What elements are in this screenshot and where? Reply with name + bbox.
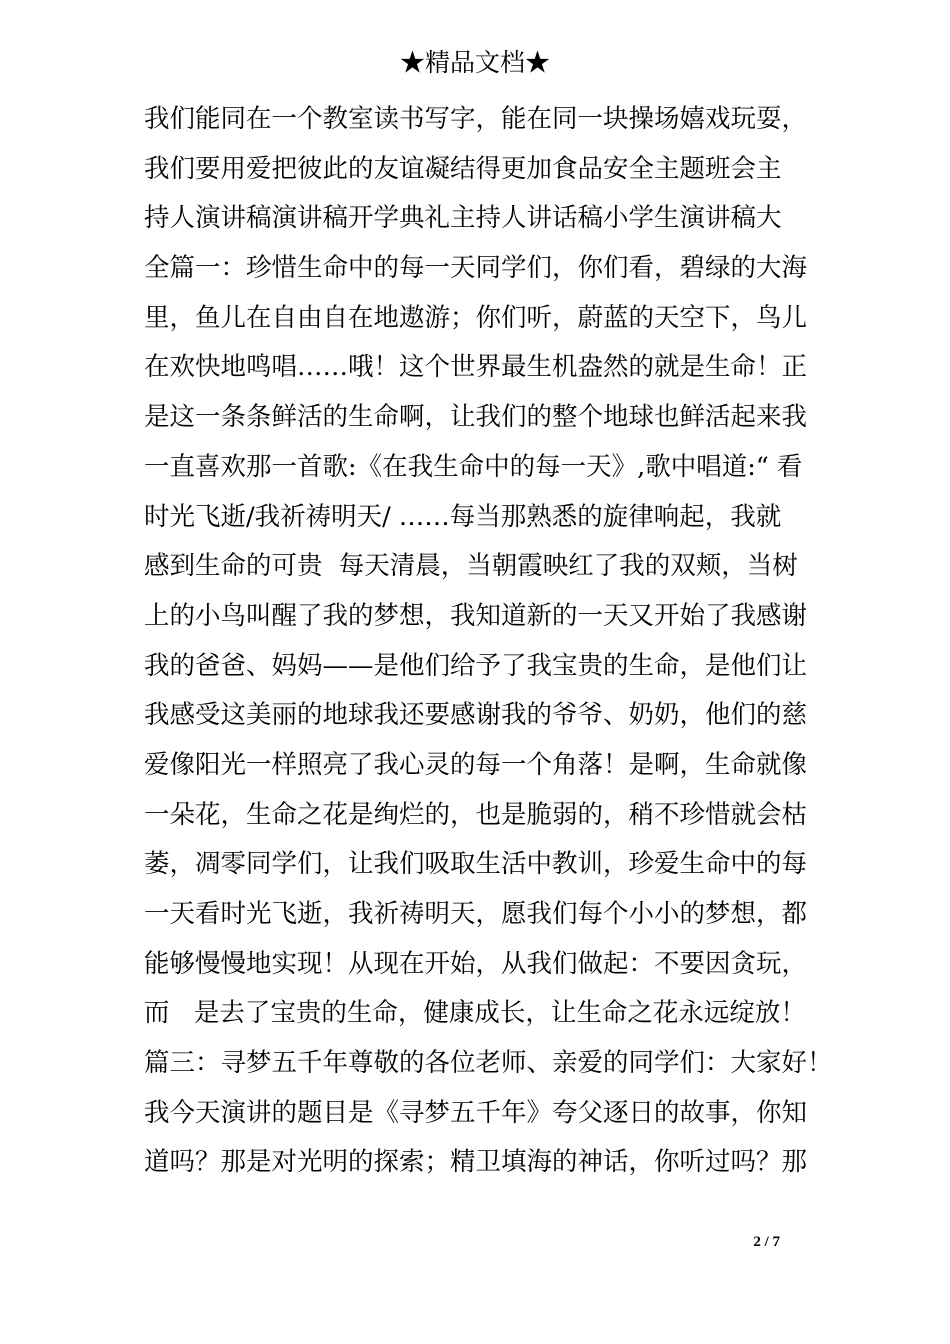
text-line: 我今天演讲的题目是《寻梦五千年》夸父逐日的故事，你知	[144, 1097, 808, 1128]
text-line: 里，鱼儿在自由自在地遨游；你们听，蔚蓝的天空下，鸟儿	[144, 302, 808, 333]
text-line: 在欢快地鸣唱……哦！这个世界最生机盎然的就是生命！正	[144, 352, 808, 383]
text-line: 我的爸爸、妈妈——是他们给予了我宝贵的生命，是他们让	[144, 650, 808, 681]
text-line: 持人演讲稿演讲稿开学典礼主持人讲话稿小学生演讲稿大	[144, 203, 782, 234]
text-line: 爱像阳光一样照亮了我心灵的每一个角落！是啊，生命就像	[144, 749, 808, 780]
page-header-title: ★精品文档★	[399, 48, 550, 77]
text-line: 萎，凋零同学们，让我们吸取生活中教训，珍爱生命中的每	[144, 849, 808, 880]
text-line: 时光飞逝/我祈祷明天/ ……每当那熟悉的旋律响起，我就	[144, 501, 782, 532]
text-line: 我们要用爱把彼此的友谊凝结得更加食品安全主题班会主	[144, 153, 782, 184]
document-body	[144, 95, 833, 1188]
text-line: 篇三：寻梦五千年尊敬的各位老师、亲爱的同学们：大家好！	[144, 1048, 833, 1079]
text-line: 我们能同在一个教室读书写字，能在同一块操场嬉戏玩耍，	[144, 104, 808, 134]
text-line: 一直喜欢那一首歌:《在我生命中的每一天》,歌中唱道:“ 看	[144, 451, 803, 482]
page-number: 2 / 7	[753, 1234, 780, 1250]
text-line: 上的小鸟叫醒了我的梦想，我知道新的一天又开始了我感谢	[144, 600, 808, 631]
text-line: 而 是去了宝贵的生命，健康成长，让生命之花永远绽放！	[144, 998, 806, 1029]
text-line: 一朵花，生命之花是绚烂的，也是脆弱的，稍不珍惜就会枯	[144, 799, 808, 830]
text-line: 感到生命的可贵 每天清晨，当朝霞映红了我的双颊，当树	[144, 551, 798, 582]
text-line: 能够慢慢地实现！从现在开始，从我们做起：不要因贪玩，	[144, 948, 808, 979]
text-line: 全篇一：珍惜生命中的每一天同学们，你们看，碧绿的大海	[144, 253, 808, 284]
text-line: 一天看时光飞逝，我祈祷明天，愿我们每个小小的梦想，都	[144, 899, 808, 929]
text-line: 我感受这美丽的地球我还要感谢我的爷爷、奶奶，他们的慈	[144, 700, 808, 731]
text-line: 道吗？那是对光明的探索；精卫填海的神话，你听过吗？那	[144, 1147, 808, 1178]
text-line: 是这一条条鲜活的生命啊，让我们的整个地球也鲜活起来我	[144, 402, 808, 433]
